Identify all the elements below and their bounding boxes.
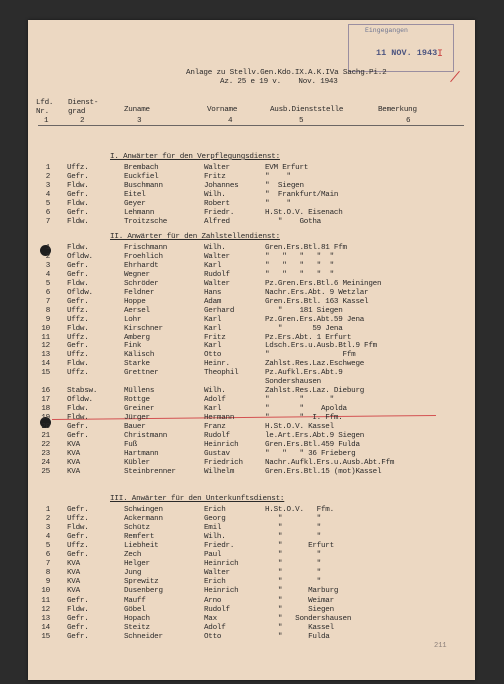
first-name: Adolf	[204, 396, 226, 405]
rank: Ofldw.	[67, 288, 93, 297]
first-name: Erich	[204, 578, 226, 587]
surname: Wegner	[124, 270, 150, 279]
rank: Gefr.	[67, 533, 89, 542]
lfd-nr: 23	[41, 449, 50, 458]
section-title: II. Anwärter für den Zahlstellendienst:	[110, 233, 280, 241]
first-name: Heinrich	[204, 560, 239, 569]
lfd-nr: 21	[41, 431, 50, 440]
first-name: Arno	[204, 596, 222, 605]
lfd-nr: 20	[41, 423, 50, 431]
rank: KVA	[67, 569, 80, 578]
surname: Feldner	[124, 288, 155, 297]
lfd-nr: 4	[45, 533, 50, 542]
surname: Fuß	[124, 440, 137, 449]
first-name: Franz	[204, 423, 226, 431]
first-name: Emil	[204, 524, 222, 533]
training-unit: Pz.Ers.Abt. 1 Erfurt	[265, 333, 352, 342]
surname: Schröder	[124, 279, 159, 288]
received-stamp	[348, 24, 454, 72]
surname: Bauer	[124, 423, 146, 431]
training-unit: " "	[265, 533, 321, 542]
training-unit: H.St.O.V. Eisenach	[265, 208, 343, 217]
rank: Fldw.	[67, 524, 89, 533]
column-header-5: Ausb.Dienststelle	[270, 106, 344, 114]
first-name: Adam	[204, 297, 222, 306]
rank: Uffz.	[67, 369, 89, 378]
first-name: Walter	[204, 279, 230, 288]
lfd-nr: 10	[41, 587, 50, 596]
training-unit: " 59 Jena	[265, 324, 343, 333]
training-unit: Nachr.Aufkl.Ers.u.Ausb.Abt.Ffm	[265, 458, 395, 467]
first-name: Walter	[204, 569, 230, 578]
training-unit: " " Apolda	[265, 405, 347, 414]
column-number-5: 5	[299, 117, 304, 125]
first-name: Wilh.	[204, 387, 226, 396]
surname: Amberg	[124, 333, 150, 342]
surname: Remfert	[124, 533, 155, 542]
lfd-nr: 18	[41, 405, 50, 414]
lfd-nr: 12	[41, 605, 50, 614]
lfd-nr: 14	[41, 623, 50, 632]
first-name: Gustav	[204, 449, 230, 458]
training-unit: " "	[265, 515, 321, 524]
rank: KVA	[67, 458, 80, 467]
first-name: Adolf	[204, 623, 226, 632]
surname: Göbel	[124, 605, 146, 614]
first-name: Karl	[204, 324, 222, 333]
stamp-handwritten-mark: I	[437, 49, 444, 60]
surname: Kübler	[124, 458, 150, 467]
training-unit: Gren.Ers.Btl. 163 Kassel	[265, 297, 369, 306]
surname: Eitel	[124, 190, 146, 199]
training-unit: " "	[265, 551, 321, 560]
training-unit: " Kassel	[265, 623, 334, 632]
training-unit: " Sondershausen	[265, 614, 352, 623]
lfd-nr: 19	[41, 414, 50, 423]
training-unit: " Siegen	[265, 605, 334, 614]
first-name: Heinrich	[204, 587, 239, 596]
surname: Helger	[124, 560, 150, 569]
lfd-nr: 13	[41, 351, 50, 360]
surname: Kälisch	[124, 351, 155, 360]
first-name: Friedr.	[204, 208, 235, 217]
rank: Uffz.	[67, 333, 89, 342]
first-name: Gerhard	[204, 306, 235, 315]
first-name: Heinrich	[204, 440, 239, 449]
training-unit: " "	[265, 199, 291, 208]
surname: Schneider	[124, 632, 163, 641]
column-header-6: Bemerkung	[378, 106, 417, 114]
surname: Hartmann	[124, 449, 159, 458]
rank: Fldw.	[67, 181, 89, 190]
surname: Rottge	[124, 396, 150, 405]
surname: Müllens	[124, 387, 155, 396]
lfd-nr: 1	[45, 164, 50, 172]
lfd-nr: 8	[45, 569, 50, 578]
first-name: Paul	[204, 551, 222, 560]
first-name: Wilh.	[204, 533, 226, 542]
lfd-nr: 5	[45, 199, 50, 208]
training-unit: " Erfurt	[265, 542, 334, 551]
rank: KVA	[67, 560, 80, 569]
training-unit: Pz.Gren.Ers.Abt.59 Jena	[265, 315, 365, 324]
lfd-nr: 24	[41, 458, 50, 467]
column-number-2: 2	[80, 117, 85, 125]
rank: Uffz.	[67, 164, 89, 172]
training-unit: " Frankfurt/Main	[265, 190, 339, 199]
surname: Brembach	[124, 164, 159, 172]
surname: Ehrhardt	[124, 261, 159, 270]
first-name: Fritz	[204, 333, 226, 342]
training-unit: " "	[265, 172, 291, 181]
header-line-2: Az. 25 e 19 v. Nov. 1943	[220, 78, 338, 86]
surname: Lehmann	[124, 208, 155, 217]
rank: Uffz.	[67, 515, 89, 524]
first-name: Walter	[204, 164, 230, 172]
lfd-nr: 3	[45, 181, 50, 190]
training-unit: Zahlst.Res.Laz.Eschwege	[265, 360, 365, 369]
lfd-nr: 2	[45, 172, 50, 181]
training-unit: " "	[265, 524, 321, 533]
rank: Gefr.	[67, 208, 89, 217]
page-number: 211	[434, 642, 447, 650]
surname: Schwingen	[124, 506, 163, 514]
lfd-nr: 3	[45, 524, 50, 533]
first-name: Hermann	[204, 414, 235, 423]
training-unit: " " " " "	[265, 261, 334, 270]
lfd-nr: 16	[41, 387, 50, 396]
training-unit: " "	[265, 578, 321, 587]
training-unit: " " " 36 Frieberg	[265, 449, 356, 458]
surname: Steinbrenner	[124, 467, 176, 476]
surname: Christmann	[124, 431, 168, 440]
training-unit: H.St.O.V. Ffm.	[265, 506, 334, 514]
first-name: Theophil	[204, 369, 239, 378]
first-name: Wilh.	[204, 244, 226, 252]
rank: Ofldw.	[67, 396, 93, 405]
first-name: Karl	[204, 315, 222, 324]
lfd-nr: 12	[41, 342, 50, 351]
first-name: Johannes	[204, 181, 239, 190]
surname: Hopach	[124, 614, 150, 623]
rank: Uffz.	[67, 351, 89, 360]
training-unit: Ldsch.Ers.u.Ausb.Btl.9 Ffm	[265, 342, 377, 351]
training-unit: Nachr.Ers.Abt. 9 Wetzlar	[265, 288, 369, 297]
surname: Hoppe	[124, 297, 146, 306]
column-header-1: Lfd. Nr.	[36, 99, 58, 116]
surname: Lohr	[124, 315, 142, 324]
training-unit: Zahlst.Res.Laz. Dieburg	[265, 387, 365, 396]
training-unit: " 181 Siegen	[265, 306, 343, 315]
rank: Gefr.	[67, 431, 89, 440]
first-name: Heinr.	[204, 360, 230, 369]
lfd-nr: 1	[45, 506, 50, 514]
training-unit: Gren.Ers.Btl.15 (mot)Kassel	[265, 467, 382, 476]
training-unit: " " " " "	[265, 252, 334, 261]
first-name: Karl	[204, 405, 222, 414]
rank: Gefr.	[67, 551, 89, 560]
surname: Starke	[124, 360, 150, 369]
rank: Gefr.	[67, 423, 89, 431]
lfd-nr: 2	[45, 252, 50, 261]
rank: Ofldw.	[67, 252, 93, 261]
training-unit: le.Art.Ers.Abt.9 Siegen	[265, 431, 365, 440]
surname: Dusenberg	[124, 587, 163, 596]
training-unit: " Siegen	[265, 181, 304, 190]
surname: Fink	[124, 342, 142, 351]
rank: Fldw.	[67, 324, 89, 333]
rank: Gefr.	[67, 270, 89, 279]
rank: Gefr.	[67, 632, 89, 641]
lfd-nr: 15	[41, 369, 50, 378]
rank: KVA	[67, 578, 80, 587]
training-unit: Pz.Gren.Ers.Btl.6 Meiningen	[265, 279, 382, 288]
lfd-nr: 6	[45, 551, 50, 560]
surname: Ackermann	[124, 515, 163, 524]
training-unit: " Ffm	[265, 351, 356, 360]
lfd-nr: 9	[45, 315, 50, 324]
surname: Frischmann	[124, 244, 168, 252]
rank: Gefr.	[67, 297, 89, 306]
first-name: Wilhelm	[204, 467, 235, 476]
stamp-date: 11 NOV. 1943	[376, 48, 438, 58]
first-name: Karl	[204, 342, 222, 351]
lfd-nr: 5	[45, 542, 50, 551]
lfd-nr: 11	[41, 333, 50, 342]
lfd-nr: 5	[45, 279, 50, 288]
rank: Gefr.	[67, 506, 89, 514]
first-name: Friedr.	[204, 542, 235, 551]
red-pencil-mark	[450, 71, 460, 82]
rank: KVA	[67, 440, 80, 449]
lfd-nr: 13	[41, 614, 50, 623]
column-number-1: 1	[44, 117, 49, 125]
surname: Euckfiel	[124, 172, 159, 181]
training-unit: Pz.Aufkl.Ers.Abt.9	[265, 369, 343, 378]
first-name: Alfred	[204, 217, 230, 226]
surname: Jürger	[124, 414, 150, 423]
lfd-nr: 6	[45, 208, 50, 217]
surname: Sprewitz	[124, 578, 159, 587]
training-unit: " Gotha	[265, 217, 321, 226]
lfd-nr: 17	[41, 396, 50, 405]
rank: Fldw.	[67, 405, 89, 414]
first-name: Rudolf	[204, 605, 230, 614]
surname: Steitz	[124, 623, 150, 632]
section-title: I. Anwärter für den Verpflegungsdienst:	[110, 153, 280, 161]
rank: Fldw.	[67, 360, 89, 369]
first-name: Robert	[204, 199, 230, 208]
column-header-2: Dienst- grad	[68, 99, 103, 116]
first-name: Otto	[204, 632, 222, 641]
training-unit: " Marburg	[265, 587, 339, 596]
rank: KVA	[67, 587, 80, 596]
rank: Fldw.	[67, 244, 89, 252]
first-name: Rudolf	[204, 270, 230, 279]
rank: Fldw.	[67, 605, 89, 614]
rank: Fldw.	[67, 279, 89, 288]
rank: Uffz.	[67, 542, 89, 551]
first-name: Wilh.	[204, 190, 226, 199]
lfd-nr: 7	[45, 217, 50, 226]
lfd-nr: 8	[45, 306, 50, 315]
surname: Aersel	[124, 306, 150, 315]
training-unit: Gren.Ers.Btl.459 Fulda	[265, 440, 360, 449]
column-header-3: Zuname	[124, 106, 150, 114]
rank: KVA	[67, 467, 80, 476]
rank: Gefr.	[67, 623, 89, 632]
lfd-nr: 7	[45, 560, 50, 569]
stamp-label: Eingegangen	[365, 27, 408, 34]
rank: Gefr.	[67, 190, 89, 199]
lfd-nr: 10	[41, 324, 50, 333]
lfd-nr: 14	[41, 360, 50, 369]
surname: Liebheit	[124, 542, 159, 551]
surname: Grettner	[124, 369, 159, 378]
header-line-1: Anlage zu Stellv.Gen.Kdo.IX.A.K.IVa Sachg.Pi.2	[186, 69, 387, 77]
surname: Troitzsche	[124, 217, 168, 226]
column-number-4: 4	[228, 117, 233, 125]
training-unit: " " "	[265, 396, 334, 405]
first-name: Friedrich	[204, 458, 243, 467]
rank: KVA	[67, 449, 80, 458]
rank: Fldw.	[67, 414, 89, 423]
surname: Jung	[124, 569, 142, 578]
header-rule	[38, 125, 464, 126]
lfd-nr: 1	[45, 244, 50, 252]
lfd-nr: 15	[41, 632, 50, 641]
surname: Geyer	[124, 199, 146, 208]
training-unit: " "	[265, 569, 321, 578]
surname: Greiner	[124, 405, 155, 414]
rank: Gefr.	[67, 614, 89, 623]
first-name: Walter	[204, 252, 230, 261]
first-name: Max	[204, 614, 217, 623]
first-name: Fritz	[204, 172, 226, 181]
rank: Fldw.	[67, 199, 89, 208]
red-underline-mark	[52, 415, 436, 420]
rank: Fldw.	[67, 217, 89, 226]
lfd-nr: 25	[41, 467, 50, 476]
training-unit: " Weimar	[265, 596, 334, 605]
lfd-nr: 3	[45, 261, 50, 270]
training-unit: EVM Erfurt	[265, 164, 309, 172]
surname: Froehlich	[124, 252, 163, 261]
first-name: Erich	[204, 506, 226, 514]
training-unit: Gren.Ers.Btl.81 Ffm	[265, 244, 347, 252]
surname: Schütz	[124, 524, 150, 533]
training-unit: Sondershausen	[265, 378, 321, 387]
lfd-nr: 4	[45, 270, 50, 279]
training-unit: " Fulda	[265, 632, 330, 641]
column-number-6: 6	[406, 117, 411, 125]
section-title: III. Anwärter für den Unterkunftsdienst:	[110, 495, 285, 503]
first-name: Otto	[204, 351, 222, 360]
lfd-nr: 22	[41, 440, 50, 449]
column-number-3: 3	[137, 117, 142, 125]
training-unit: " " " " "	[265, 270, 334, 279]
first-name: Georg	[204, 515, 226, 524]
column-header-4: Vorname	[207, 106, 238, 114]
surname: Zech	[124, 551, 142, 560]
lfd-nr: 4	[45, 190, 50, 199]
rank: Gefr.	[67, 172, 89, 181]
training-unit: H.St.O.V. Kassel	[265, 423, 334, 431]
training-unit: " " I. Ffm.	[265, 414, 343, 423]
lfd-nr: 11	[41, 596, 50, 605]
lfd-nr: 9	[45, 578, 50, 587]
surname: Kirschner	[124, 324, 163, 333]
first-name: Rudolf	[204, 431, 230, 440]
rank: Gefr.	[67, 261, 89, 270]
lfd-nr: 2	[45, 515, 50, 524]
surname: Buschmann	[124, 181, 163, 190]
first-name: Hans	[204, 288, 222, 297]
rank: Gefr.	[67, 596, 89, 605]
surname: Mauff	[124, 596, 146, 605]
training-unit: " "	[265, 560, 321, 569]
rank: Gefr.	[67, 342, 89, 351]
lfd-nr: 7	[45, 297, 50, 306]
rank: Uffz.	[67, 315, 89, 324]
document-page	[28, 20, 475, 680]
lfd-nr: 6	[45, 288, 50, 297]
rank: Stabsw.	[67, 387, 98, 396]
first-name: Karl	[204, 261, 222, 270]
rank: Uffz.	[67, 306, 89, 315]
